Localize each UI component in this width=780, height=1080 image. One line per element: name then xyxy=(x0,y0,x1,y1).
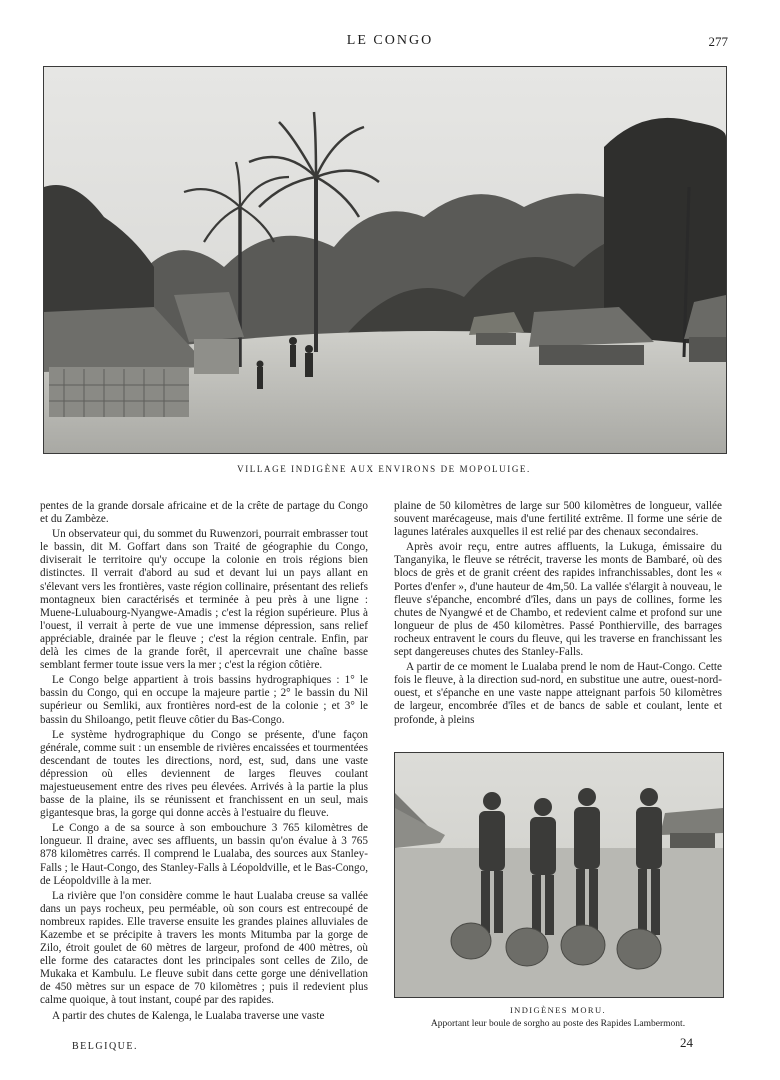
paragraph: A partir des chutes de Kalenga, le Lualaba traverse une vaste xyxy=(52,1009,325,1022)
paragraph: A partir de ce moment le Lualaba prend le nom de Haut-Congo. Cette fois le fleuve, à la direction sud-nord, en substitue une autre, ouest-nord-ouest, et s'épanche en une vaste nappe atteignant parfois 50 kilomètres de largeur, encombrée d'îles et de bancs de sable et coulant, lente et profonde, à pleins xyxy=(394,661,722,726)
paragraph: pentes de la grande dorsale africaine et de la crête de partage du Congo et du Zambèze. xyxy=(40,500,368,526)
village-photo-image xyxy=(44,67,726,453)
paragraph: Le système hydrographique du Congo se présente, d'une façon générale, comme suit : un ensemble de rivières encaissées et tourmentées descendant de toutes les directions, nord, est, sud, dans une vaste dépression où elles deviennent de larges fleuves coulant majestueusement entre des rives peu élevées. Arrivés à la partie la plus basse de la plaine, ils se réunissent et franchissent en un seul, mais gigantesque bras, la gorge qui donne accès à l'estuaire du fleuve. xyxy=(40,728,368,820)
running-head xyxy=(0,33,780,53)
footer-left: BELGIQUE. xyxy=(72,1041,138,1052)
right-column xyxy=(394,500,722,748)
moru-photo-image xyxy=(395,753,723,997)
running-title: LE CONGO xyxy=(346,33,434,48)
paragraph: plaine de 50 kilomètres de large sur 500 kilomètres de longueur, vallée souvent marécageuse, mais d'une fertilité extrême. Il forme une série de lagunes latérales auxquelles il est relié par des chenaux secondaires. xyxy=(394,500,722,539)
moru-photo xyxy=(394,752,724,998)
village-photo xyxy=(43,66,727,454)
moru-photo-caption-subtitle: Apportant leur boule de sorgho au poste des Rapides Lambermont. xyxy=(430,1019,686,1029)
paragraph: Après avoir reçu, entre autres affluents, la Lukuga, émissaire du Tanganyika, le fleuve se rétrécit, traverse les monts de Bambaré, où des blocs de grès et de granit créent des rapides infranchissables, dont les « Portes d'enfer », d'une hauteur de 4m,50. La vallée s'élargit à nouveau, le fleuve s'épanche, encombré d'îles, dans un pays de collines, forme les chutes de Nyangwé et de Chambo, et redevient calme et profond sur une longueur de plus de 450 kilomètres. Passé Ponthierville, des barrages rocheux entravent le cours du fleuve, qui les traverse en franchissant les sept dangereuses chutes des Stanley-Falls. xyxy=(394,541,722,659)
paragraph: Le Congo belge appartient à trois bassins hydrographiques : 1° le bassin du Congo, qui en occupe la majeure partie ; 2° le bassin du Nil supérieur ou Semliki, aux frontières nord-est de la colonie ; et 3° le bassin du Shiloango, petit fleuve côtier du Bas-Congo. xyxy=(40,674,368,726)
page-number: 277 xyxy=(708,34,728,49)
left-column xyxy=(40,500,368,1030)
moru-photo-caption-title: INDIGÈNES MORU. xyxy=(509,1005,607,1015)
paragraph: Un observateur qui, du sommet du Ruwenzori, pourrait embrasser tout le bassin, dit M. Goffart dans son Traité de géographie du Congo, diviserait le territoire qu'y occupe la colonie en trois régions bien distinctes. Il verrait d'abord au sud et devant lui un pays allant en s'élevant vers les frontières, vaste région collinaire, présentant des reliefs montagneux bien caractérisés et terminée à peu près à une ligne : Muene-Luluabourg-Nyangwe-Amadis ; c'est la région supérieure. Plus à l'ouest, il verrait à perte de vue une immense dépression, sans relief appréciable, drainée par le fleuve ; c'est la région centrale. Enfin, par delà les cimes de la grande forêt, il apercevrait une chaîne basse semblant fermer toute issue vers la mer ; c'est la région côtière. xyxy=(40,528,368,672)
signature-mark: 24 xyxy=(680,1035,693,1050)
paragraph: Le Congo a de sa source à son embouchure 3 765 kilomètres de longueur. Il draine, avec ses affluents, un bassin qu'on évalue à 3 765 878 kilomètres carrés. Il comprend le Lualaba, des sources aux Stanley-Falls ; le Haut-Congo, des Stanley-Falls à Léopoldville, et le Bas-Congo, de Léopoldville à la mer. xyxy=(40,822,368,887)
village-photo-caption: VILLAGE INDIGÈNE AUX ENVIRONS DE MOPOLUIGE. xyxy=(237,464,531,474)
paragraph: La rivière que l'on considère comme le haut Lualaba creuse sa vallée dans un pays rocheux, peu perméable, où son cours est entrecoupé de nombreux rapides. Elle traverse ensuite les grandes plaines alluviales de Kazembe et se précipite à travers les monts Mitumba par la gorge de Zilo, étroit goulet de 60 mètres de largeur, profond de 400 mètres, où elle forme des cataractes dont les principales sont celles de Zilo, de Mukaka et Kambulu. Le fleuve subit dans cette gorge une dénivellation de 450 mètres sur un espace de 70 kilomètres ; puis il redevient plus calme quoique, à tout instant, coupé par des rapides. xyxy=(40,889,368,1007)
